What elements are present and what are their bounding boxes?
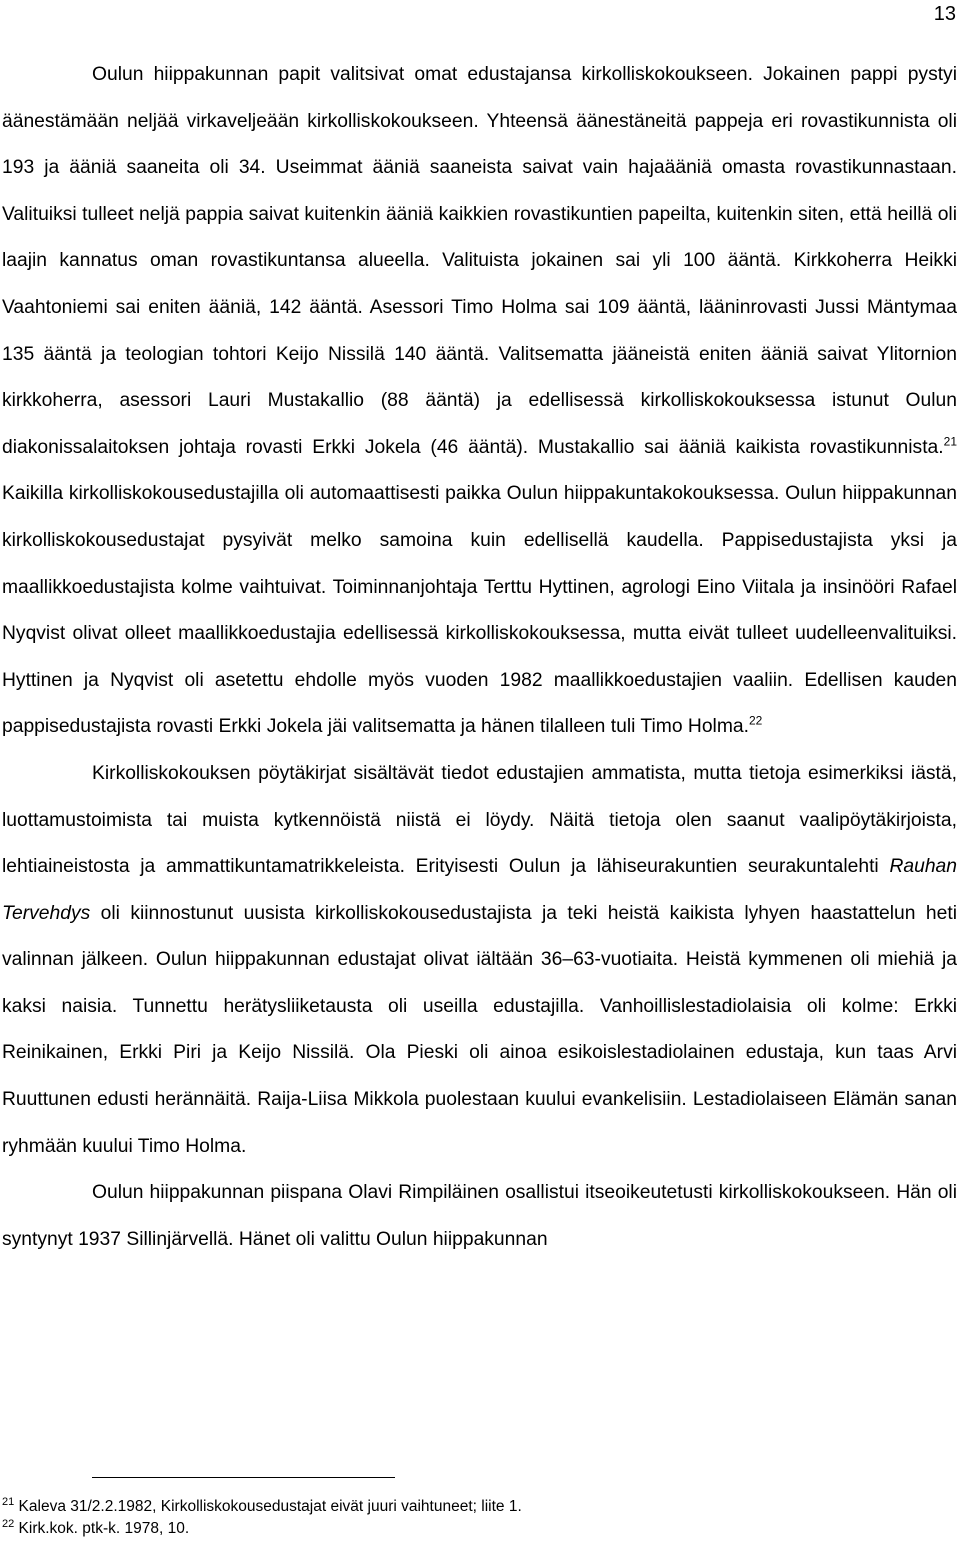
paragraph-text: oli kiinnostunut uusista kirkolliskokousedustajista ja teki heistä kaikista lyhyen haastattelun heti valinnan jälkeen. Oulun hiippakunnan edustajat olivat iältään 36–63-vuotiaita. Heistä kymmenen oli miehiä ja kaksi naisia. Tunnettu herätysliiketausta oli useilla edustajilla. Vanhoillislestadiolaisia oli kolme: Erkki Reinikainen, Erkki Piri ja Keijo Nissilä. Ola Pieski oli ainoa esikoislestadiolainen edustaja, kun taas Arvi Ruuttunen edusti herännäitä. Raija-Liisa Mikkola puolestaan kuului evankelisiin. Lestadiolaiseen Elämän sanan ryhmään kuului Timo Holma. — [2, 902, 957, 1157]
footnote-reference: 22 — [748, 713, 763, 728]
footnote-number: 21 — [2, 1495, 15, 1508]
footnote-number: 22 — [2, 1517, 15, 1530]
footnotes — [2, 1496, 942, 1540]
footnote-text: Kaleva 31/2.2.1982, Kirkolliskokousedustajat eivät juuri vaihtuneet; liite 1. — [14, 1498, 522, 1515]
paragraph-text: Kaikilla kirkolliskokousedustajilla oli automaattisesti paikka Oulun hiippakuntakokouksessa. Oulun hiippakunnan kirkolliskokousedustajat pysyivät melko samoina kuin edellisellä kaudella. Pappisedustajista yksi ja maallikkoedustajista kolme vaihtuivat. Toiminnanjohtaja Terttu Hyttinen, agrologi Eino Viitala ja insinööri Rafael Nyqvist olivat olleet maallikkoedustajia edellisessä kirkolliskokouksessa, mutta eivät tulleet uudelleenvalituiksi. Hyttinen ja Nyqvist oli asetettu ehdolle myös vuoden 1982 maallikkoedustajien vaaliin. Edellisen kauden pappisedustajista rovasti Erkki Jokela jäi valitsematta ja hänen tilalleen tuli Timo Holma. — [2, 483, 957, 738]
footnote-separator — [92, 1477, 395, 1478]
body-text — [2, 52, 957, 1263]
footnote — [2, 1518, 942, 1540]
paragraph-text: Kirkolliskokouksen pöytäkirjat sisältävät tiedot edustajien ammatista, mutta tietoja esimerkiksi iästä, luottamustoimista tai muista kytkennöistä niistä ei löydy. Näitä tietoja olen saanut vaalipöytäkirjoista, lehtiaineistosta ja ammattikuntamatrikkeleista. Erityisesti Oulun ja lähiseurakuntien seurakuntalehti — [2, 762, 957, 878]
paragraph — [2, 1170, 957, 1263]
footnote-reference: 21 — [943, 434, 957, 449]
footnote-text: Kirk.kok. ptk-k. 1978, 10. — [14, 1520, 190, 1537]
paragraph-text: Oulun hiippakunnan papit valitsivat omat edustajansa kirkolliskokoukseen. Jokainen pappi pystyi äänestämään neljää virkaveljeään kirkolliskokoukseen. Yhteensä äänestäneitä pappeja eri rovastikunnista oli 193 ja ääniä saaneita oli 34. Useimmat ääniä saaneista saivat vain hajaääniä omasta rovastikunnastaan. Valituiksi tulleet neljä pappia saivat kuitenkin ääniä kaikkien rovastikuntien papeilta, kuitenkin siten, että heillä oli laajin kannatus oman rovastikuntansa alueella. Valituista jokainen sai yli 100 ääntä. Kirkkoherra Heikki Vaahtoniemi sai eniten ääniä, 142 ääntä. Asessori Timo Holma sai 109 ääntä, lääninrovasti Jussi Mäntymaa 135 ääntä ja teologian tohtori Keijo Nissilä 140 ääntä. Valitsematta jääneistä eniten ääniä saivat Ylitornion kirkkoherra, asessori Lauri Mustakallio (88 ääntä) ja edellisessä kirkolliskokouksessa istunut Oulun diakonissalaitoksen johtaja rovasti Erkki Jokela (46 ääntä). Mustakallio sai ääniä kaikista rovastikunnista. — [2, 64, 957, 458]
italic-title: Rauhan Tervehdys — [2, 856, 957, 924]
footnote — [2, 1496, 942, 1518]
paragraph — [2, 52, 957, 751]
page-number: 13 — [933, 3, 956, 25]
paragraph — [2, 751, 957, 1170]
paragraph-text: Oulun hiippakunnan piispana Olavi Rimpiläinen osallistui itseoikeutetusti kirkolliskokoukseen. Hän oli syntynyt 1937 Sillinjärvellä. Hänet oli valittu Oulun hiippakunnan — [2, 1182, 957, 1250]
